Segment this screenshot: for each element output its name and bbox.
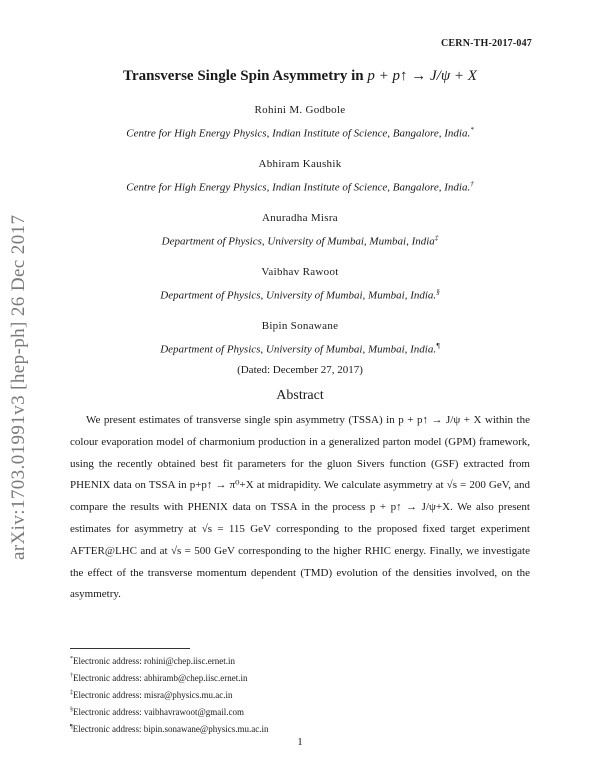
footnote: §Electronic address: vaibhavrawoot@gmail.com xyxy=(70,707,244,717)
author-name: Abhiram Kaushik xyxy=(258,158,342,170)
report-number: CERN-TH-2017-047 xyxy=(441,38,532,49)
footnote: ‡Electronic address: misra@physics.mu.ac.in xyxy=(70,690,233,700)
footnote: †Electronic address: abhiramb@chep.iisc.ernet.in xyxy=(70,673,248,683)
dated-line: (Dated: December 27, 2017) xyxy=(237,364,363,376)
footnote: ¶Electronic address: bipin.sonawane@physics.mu.ac.in xyxy=(70,724,269,734)
abstract-body xyxy=(70,410,530,606)
paper-title xyxy=(0,68,600,85)
title-text: Transverse Single Spin Asymmetry in xyxy=(123,68,364,84)
author-affiliation: Department of Physics, University of Mumbai, Mumbai, India.¶ xyxy=(160,342,440,356)
author-affiliation: Centre for High Energy Physics, Indian Institute of Science, Bangalore, India.* xyxy=(126,126,474,140)
author-affiliation: Department of Physics, University of Mumbai, Mumbai, India.§ xyxy=(160,288,440,302)
author-name: Anuradha Misra xyxy=(262,212,338,224)
author-affiliation: Department of Physics, University of Mumbai, Mumbai, India‡ xyxy=(161,234,439,248)
author-name: Bipin Sonawane xyxy=(261,320,339,332)
arxiv-identifier: arXiv:1703.01991v3 [hep-ph] 26 Dec 2017 xyxy=(8,214,29,560)
abstract-paragraph: We present estimates of transverse single spin asymmetry (TSSA) in p + p↑ → J/ψ + X within the colour evaporation model of charmonium production in a generalized parton model (GPM) framework, using the recently obtained best fit parameters for the gluon Sivers function (GSF) extracted from PHENIX data on TSSA in p+p↑ → π⁰+X at midrapidity. We calculate asymmetry at √s = 200 GeV, and compare the results with PHENIX data on TSSA in the process p + p↑ → J/ψ+X. We also present estimates for asymmetry at √s = 115 GeV corresponding to the proposed fixed target experiment AFTER@LHC and at √s = 500 GeV corresponding to the higher RHIC energy. Finally, we investigate the effect of the transverse momentum dependent (TMD) evolution of the densities involved, on the asymmetry. xyxy=(70,414,530,601)
footnote-rule xyxy=(70,648,190,649)
footnotes xyxy=(70,652,268,737)
author-affiliation: Centre for High Energy Physics, Indian Institute of Science, Bangalore, India.† xyxy=(126,180,474,194)
author-name: Vaibhav Rawoot xyxy=(261,266,339,278)
title-formula: p + p↑ → J/ψ + X xyxy=(367,68,477,84)
page-number: 1 xyxy=(297,736,303,748)
author-name: Rohini M. Godbole xyxy=(254,104,346,116)
abstract-heading: Abstract xyxy=(276,388,324,403)
footnote: *Electronic address: rohini@chep.iisc.ernet.in xyxy=(70,656,235,666)
